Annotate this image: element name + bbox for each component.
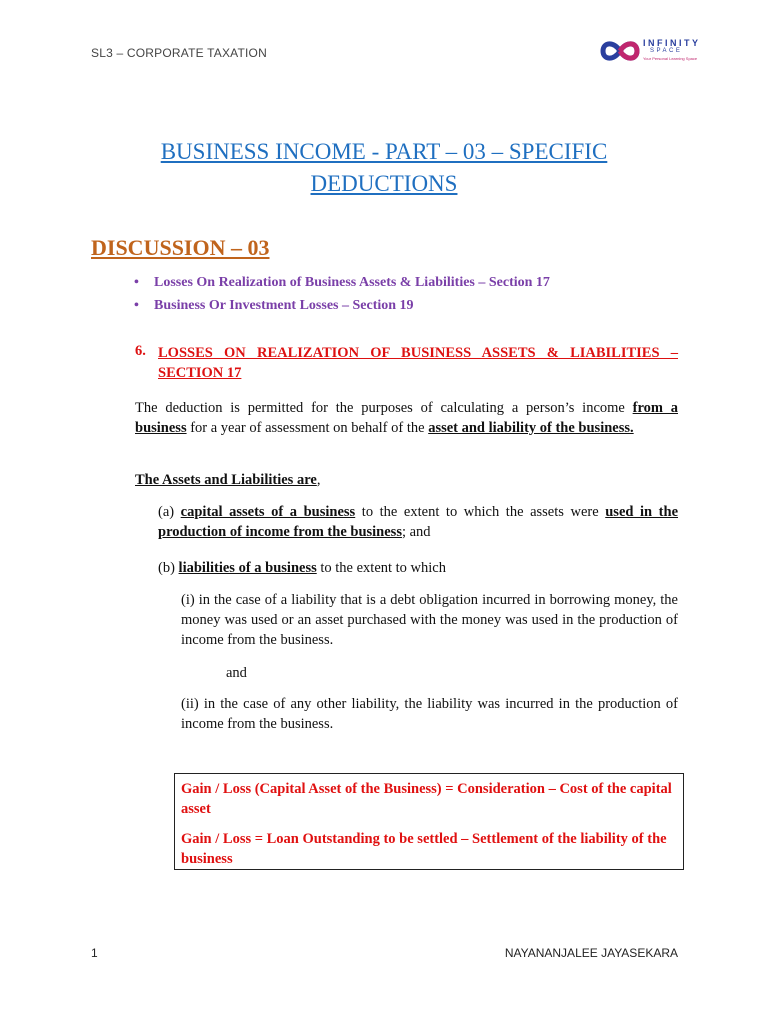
item-a: (a) capital assets of a business to the extent to which the assets were used in the production of income from the business; and [158, 504, 679, 540]
bullet-icon: • [134, 275, 139, 290]
intro-paragraph: The deduction is permitted for the purposes of calculating a person’s income from a business for a year of assessment on behalf of the asset and liability of the business. [135, 400, 678, 436]
list-item-label: Business Or Investment Losses – Section 19 [154, 298, 414, 313]
formula-line-1: Gain / Loss (Capital Asset of the Business) = Consideration – Cost of the capital asset [181, 781, 672, 817]
section-title: LOSSES ON REALIZATION OF BUSINESS ASSETS & LIABILITIES – SECTION 17 [158, 345, 678, 381]
page-title: BUSINESS INCOME - PART – 03 – SPECIFIC DEDUCTIONS [160, 139, 608, 196]
logo-tagline: Your Personal Learning Space [643, 56, 698, 61]
formula-box [174, 773, 684, 870]
sub-item-ii: (ii) in the case of any other liability, the liability was incurred in the production of income from the business. [181, 696, 678, 732]
footer-author: NAYANANJALEE JAYASEKARA [504, 946, 678, 960]
and-word: and [226, 665, 247, 681]
list-item [134, 275, 550, 298]
formula-line-2: Gain / Loss = Loan Outstanding to be settled – Settlement of the liability of the business [181, 831, 667, 867]
bold-term: asset and liability of the business. [428, 420, 634, 436]
bold-term: from a business [135, 400, 678, 436]
sub-item-i: (i) in the case of a liability that is a debt obligation incurred in borrowing money, the money was used or an asset purchased with the money was used in the production of income from the business. [181, 592, 678, 648]
bullet-icon: • [134, 298, 139, 313]
item-b: (b) liabilities of a business to the extent to which [158, 560, 446, 576]
list-item [134, 298, 550, 321]
infinity-icon [600, 38, 640, 64]
topic-list [134, 275, 550, 321]
header-course: SL3 – CORPORATE TAXATION [91, 46, 267, 60]
discussion-heading: DISCUSSION – 03 [91, 235, 270, 260]
infinity-space-logo [600, 36, 710, 66]
assets-heading: The Assets and Liabilities are, [135, 472, 321, 488]
page-number: 1 [91, 946, 98, 960]
section-number: 6. [135, 343, 146, 359]
list-item-label: Losses On Realization of Business Assets & Liabilities – Section 17 [154, 275, 550, 290]
logo-word: INFINITY [643, 38, 701, 48]
logo-sub: SPACE [650, 48, 683, 54]
